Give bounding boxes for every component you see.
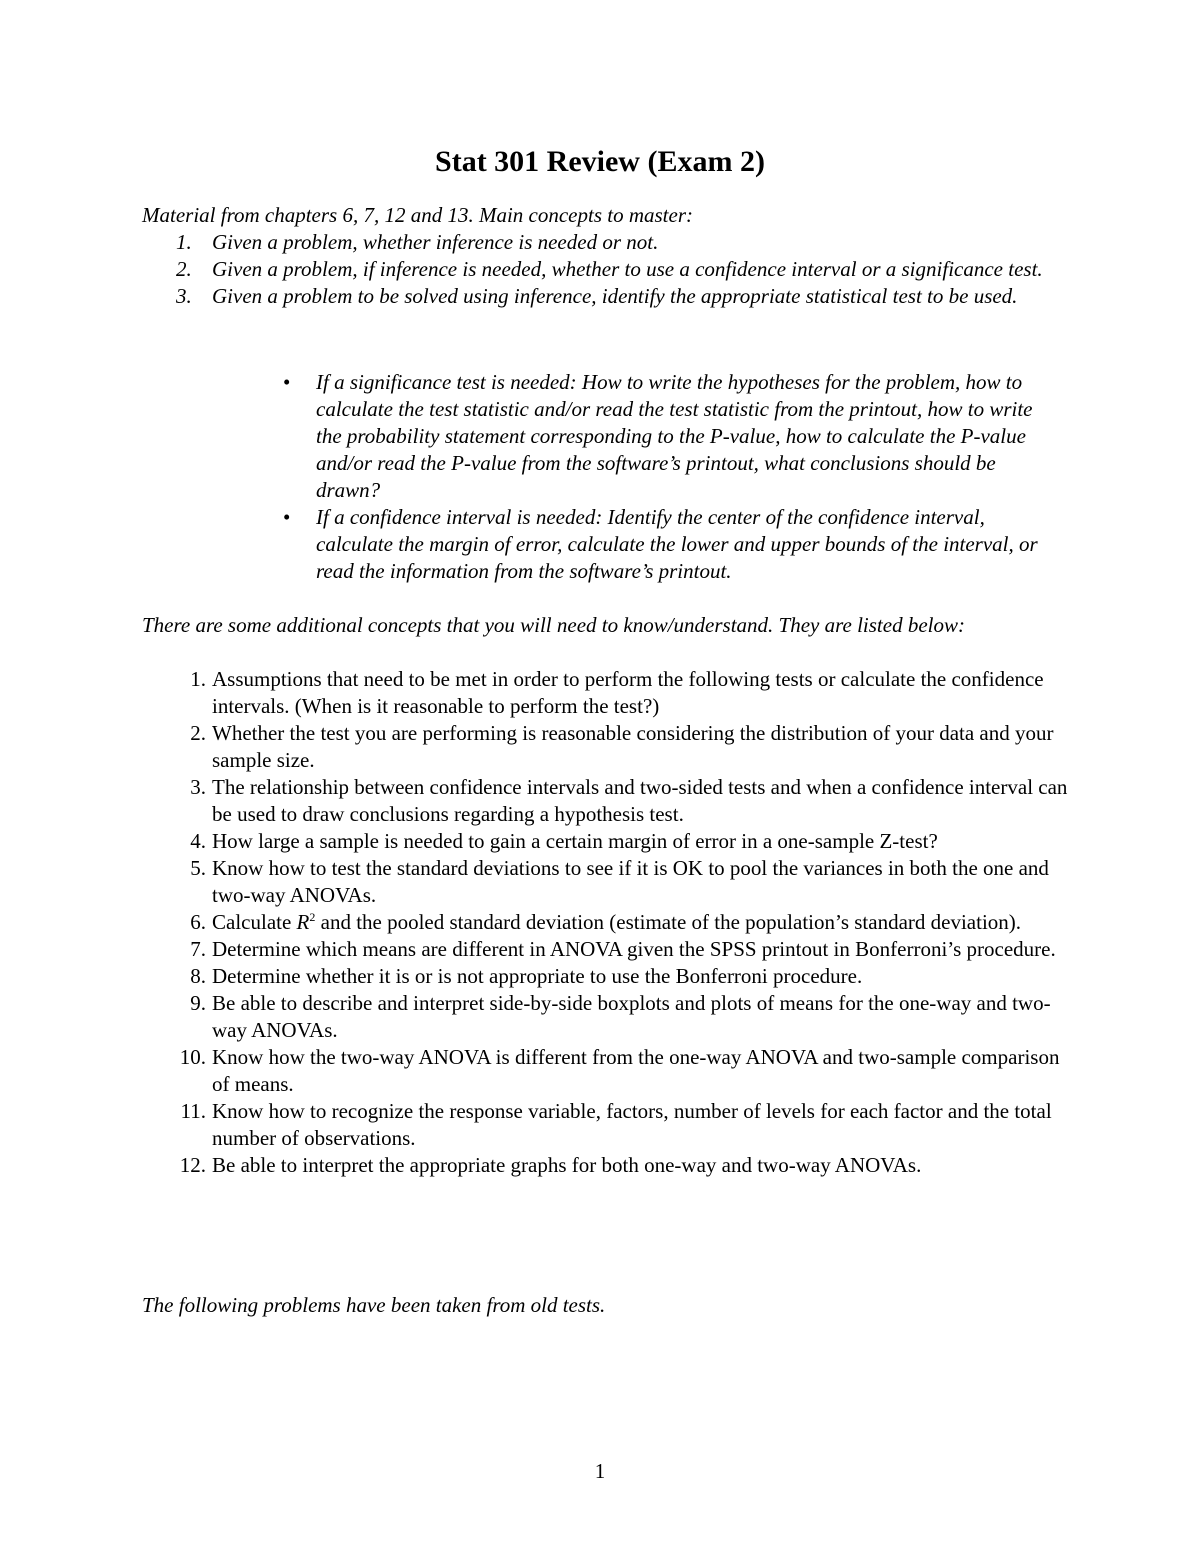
concept-text-pre: Calculate xyxy=(212,910,297,934)
bullet-text: If a significance test is needed: How to write the hypotheses for the problem, how to calculate the test statistic and/or read the test statistic from the printout, how to write the probability statement corresponding to the P-value, how to calculate the P-value and/or read the P-value from the software’s printout, what conclusions should be drawn? xyxy=(316,370,1033,502)
concept-text: Determine whether it is or is not appropriate to use the Bonferroni procedure. xyxy=(212,964,863,988)
concept-item xyxy=(142,936,1072,963)
list-number: 4. xyxy=(190,829,206,853)
list-number: 9. xyxy=(190,991,206,1015)
concept-text: Assumptions that need to be met in order to perform the following tests or calculate the confidence intervals. (When is it reasonable to perform the test?) xyxy=(212,667,1044,718)
list-number: 8. xyxy=(190,964,206,988)
concept-item xyxy=(142,774,1072,828)
intro-text: Material from chapters 6, 7, 12 and 13. Main concepts to master: xyxy=(142,203,693,227)
page-number: 1 xyxy=(594,1459,606,1483)
bullet-item xyxy=(142,369,1072,504)
concept-text: The relationship between confidence intervals and two-sided tests and when a confidence interval can be used to draw conclusions regarding a hypothesis test. xyxy=(212,775,1068,826)
main-concepts-list xyxy=(142,229,1072,310)
concept-item xyxy=(142,990,1072,1044)
concept-text-post: and the pooled standard deviation (estimate of the population’s standard deviation). xyxy=(315,910,1022,934)
concept-item xyxy=(142,1098,1072,1152)
concept-item xyxy=(142,855,1072,909)
main-concept-item xyxy=(142,283,1072,310)
concept-item xyxy=(142,963,1072,990)
concept-item xyxy=(142,828,1072,855)
list-number: 3. xyxy=(176,284,192,308)
concept-text: Determine which means are different in ANOVA given the SPSS printout in Bonferroni’s procedure. xyxy=(212,937,1056,961)
concept-item xyxy=(142,666,1072,720)
r-squared-variable: R xyxy=(296,910,310,934)
concept-text: Whether the test you are performing is reasonable considering the distribution of your data and your sample size. xyxy=(212,721,1054,772)
main-concept-item xyxy=(142,229,1072,256)
main-concept-text: Given a problem, whether inference is needed or not. xyxy=(212,230,659,254)
concept-text: Know how the two-way ANOVA is different from the one-way ANOVA and two-sample comparison of means. xyxy=(212,1045,1060,1096)
list-number: 1. xyxy=(190,667,206,691)
list-number: 6. xyxy=(190,910,206,934)
concept-text: Know how to recognize the response variable, factors, number of levels for each factor and the total number of observations. xyxy=(212,1099,1052,1150)
main-concept-item xyxy=(142,256,1072,283)
page-title: Stat 301 Review (Exam 2) xyxy=(435,145,765,178)
bullet-text: If a confidence interval is needed: Identify the center of the confidence interval, calculate the margin of error, calculate the lower and upper bounds of the interval, or read the information from the software’s printout. xyxy=(316,505,1038,583)
list-number: 10. xyxy=(179,1045,206,1069)
list-number: 7. xyxy=(190,937,206,961)
concept-text: How large a sample is needed to gain a certain margin of error in a one-sample Z-test? xyxy=(212,829,938,853)
concept-item xyxy=(142,720,1072,774)
concept-text: Be able to describe and interpret side-by-side boxplots and plots of means for the one-way and two-way ANOVAs. xyxy=(212,991,1051,1042)
closing-text: The following problems have been taken from old tests. xyxy=(142,1293,606,1317)
concept-text: Know how to test the standard deviations to see if it is OK to pool the variances in both the one and two-way ANOVAs. xyxy=(212,856,1049,907)
list-number: 2. xyxy=(190,721,206,745)
concept-item xyxy=(142,1044,1072,1098)
main-concept-text: Given a problem to be solved using inference, identify the appropriate statistical test to be used. xyxy=(212,284,1018,308)
bullet-icon: • xyxy=(283,370,291,394)
concept-item xyxy=(142,1152,1072,1179)
additional-intro-text: There are some additional concepts that you will need to know/understand. They are listed below: xyxy=(142,613,965,637)
list-number: 2. xyxy=(176,257,192,281)
list-number: 12. xyxy=(179,1153,206,1177)
concept-text: Be able to interpret the appropriate graphs for both one-way and two-way ANOVAs. xyxy=(212,1153,922,1177)
list-number: 5. xyxy=(190,856,206,880)
inference-bullet-list xyxy=(142,369,1072,585)
main-concept-text: Given a problem, if inference is needed, whether to use a confidence interval or a significance test. xyxy=(212,257,1043,281)
list-number: 3. xyxy=(190,775,206,799)
r-squared-exponent: 2 xyxy=(309,910,316,924)
bullet-item xyxy=(142,504,1072,585)
bullet-icon: • xyxy=(283,505,291,529)
list-number: 11. xyxy=(180,1099,206,1123)
concept-item xyxy=(142,909,1072,936)
list-number: 1. xyxy=(176,230,192,254)
additional-concepts-list xyxy=(142,666,1072,1179)
